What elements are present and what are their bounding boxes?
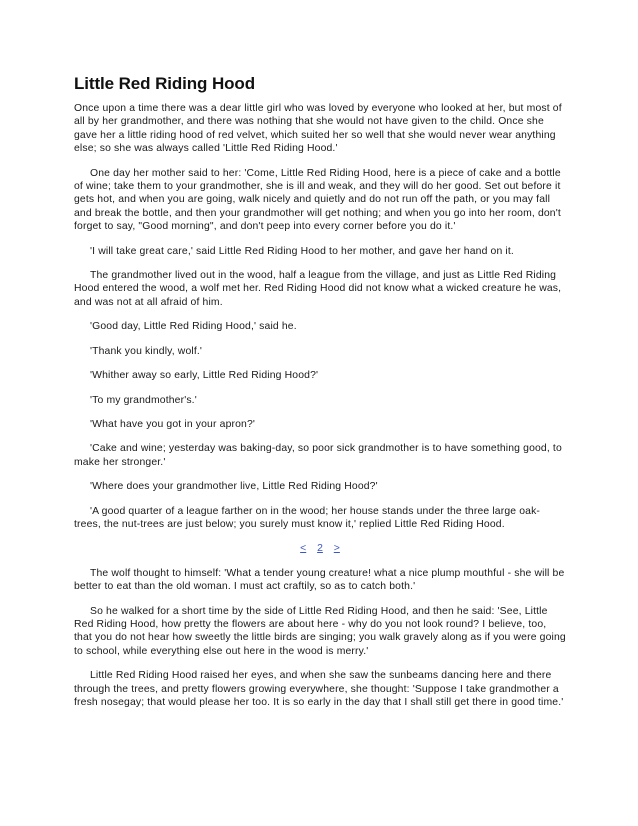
paragraph: 'Thank you kindly, wolf.': [90, 345, 203, 357]
paragraph: 'A good quarter of a league farther on in the wood; her house stands under the three large oak-trees, the nut-trees are just below; you surely must know it,' replied Little Red Riding Hood.: [74, 505, 541, 530]
paragraph: Little Red Riding Hood raised her eyes, and when she saw the sunbeams dancing here and there through the trees, and pretty flowers growing everywhere, she thought: 'Suppose I take grandmother a fresh nosegay; that would please her too. It is so early in the day that I shall still get there in good time.': [74, 670, 564, 708]
paragraph: So he walked for a short time by the side of Little Red Riding Hood, and then he said: 'See, Little Red Riding Hood, how pretty the flowers are about here - why do you not look round? I believe, too, that you do not hear how sweetly the little birds are singing; you walk gravely along as if you were going to school, while everything else out here in the wood is merry.': [74, 605, 566, 657]
current-page-link[interactable]: 2: [317, 543, 323, 555]
document-page: [74, 74, 566, 720]
page-title: Little Red Riding Hood: [74, 74, 255, 93]
paragraph: 'Whither away so early, Little Red Riding Hood?': [90, 370, 319, 382]
paragraph: Once upon a time there was a dear little girl who was loved by everyone who looked at her, but most of all by her grandmother, and there was nothing that she would not have given to the child. Once she gave her a little riding hood of red velvet, which suited her so well that she would never wear anything else; so she was always called 'Little Red Riding Hood.': [74, 103, 562, 155]
paragraph: 'What have you got in your apron?': [90, 418, 256, 430]
paragraph: The grandmother lived out in the wood, half a league from the village, and just as Little Red Riding Hood entered the wood, a wolf met her. Red Riding Hood did not know what a wicked creature he was, and was not at all afraid of him.: [74, 270, 562, 308]
paragraph: One day her mother said to her: 'Come, Little Red Riding Hood, here is a piece of cake and a bottle of wine; take them to your grandmother, she is ill and weak, and they will do her good. Set out before it gets hot, and when you are going, walk nicely and quietly and do not run off the path, or you may fall and break the bottle, and then your grandmother will get nothing; and when you go into her room, don't forget to say, "Good morning", and don't peep into every corner before you do it.': [74, 167, 561, 233]
next-page-link[interactable]: >: [333, 543, 340, 555]
paragraph: The wolf thought to himself: 'What a tender young creature! what a nice plump mouthful - she will be better to eat than the old woman. I must act craftily, so as to catch both.': [74, 567, 565, 593]
paragraph: 'Where does your grandmother live, Little Red Riding Hood?': [90, 481, 378, 493]
paragraph: 'To my grandmother's.': [90, 394, 197, 406]
pagination: [74, 542, 566, 555]
paragraph: 'I will take great care,' said Little Red Riding Hood to her mother, and gave her hand on it.: [90, 245, 514, 257]
paragraph: 'Good day, Little Red Riding Hood,' said he.: [90, 321, 297, 333]
paragraph: 'Cake and wine; yesterday was baking-day, so poor sick grandmother is to have something good, to make her stronger.': [74, 443, 562, 468]
prev-page-link[interactable]: <: [300, 543, 307, 555]
